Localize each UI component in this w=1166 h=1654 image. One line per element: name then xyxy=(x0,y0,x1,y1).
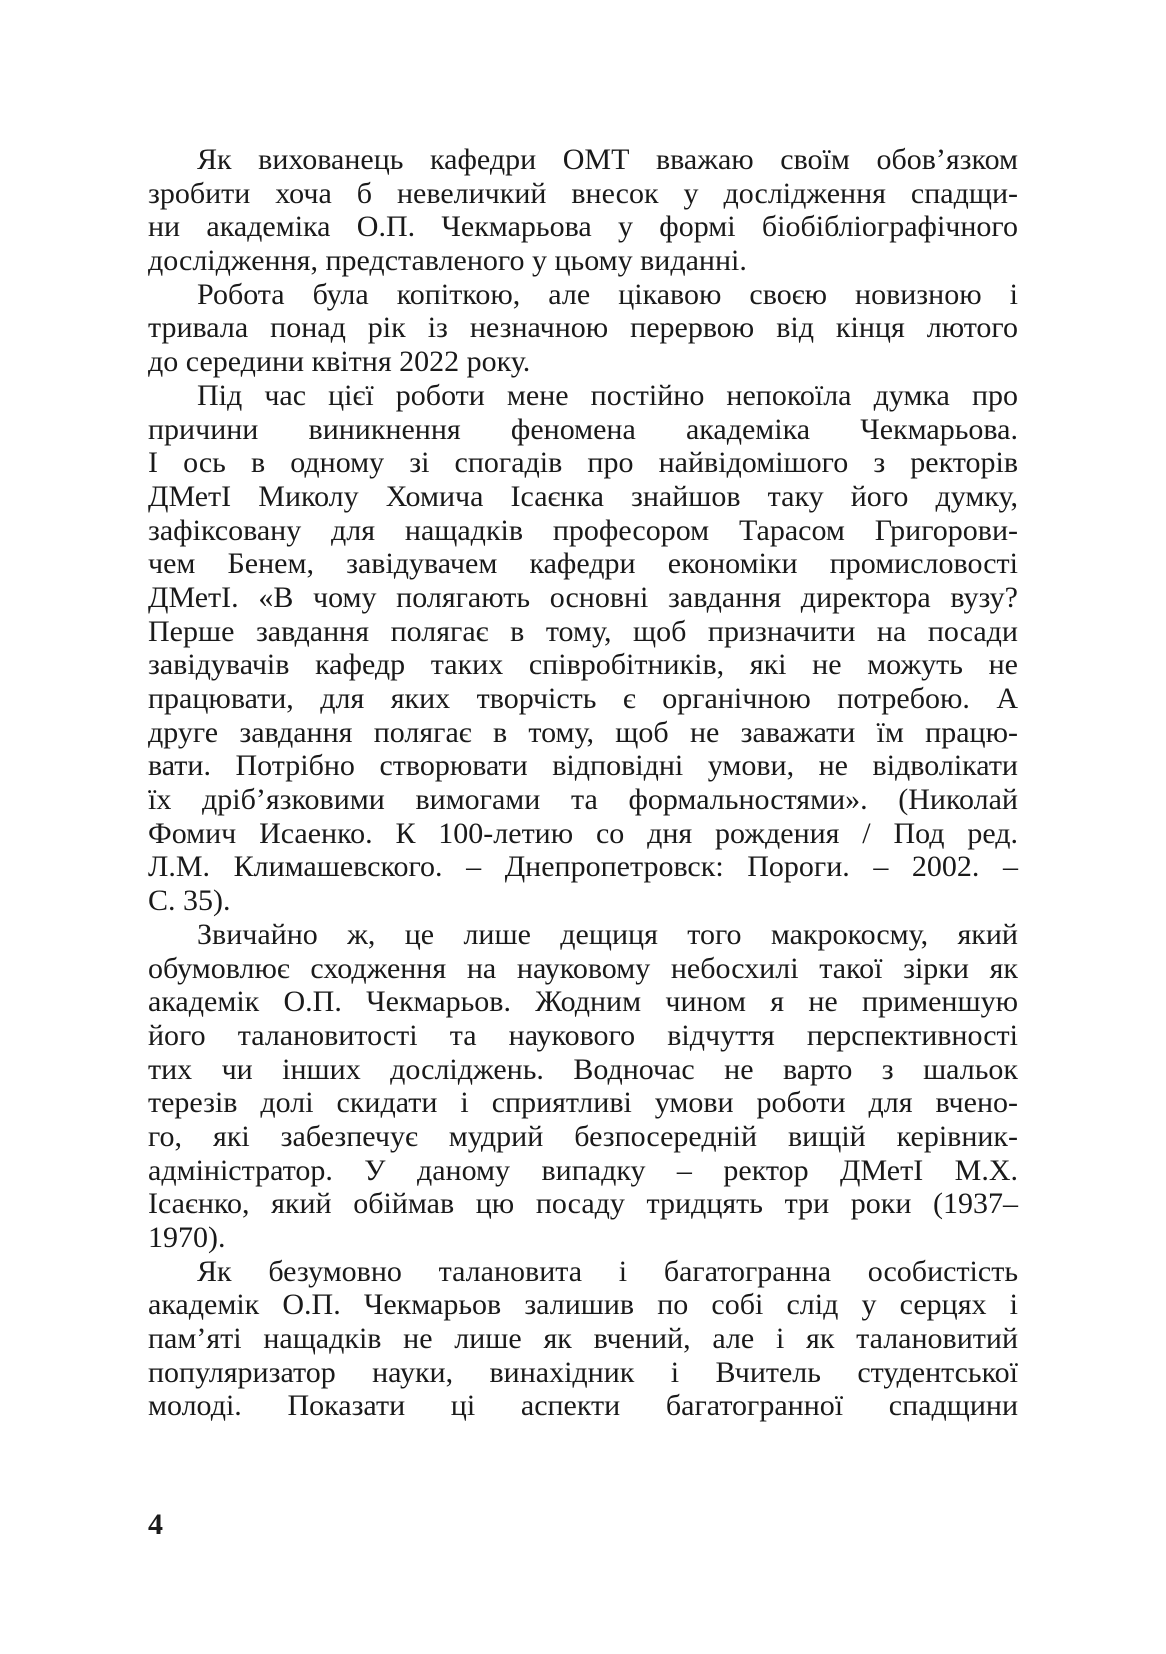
text-line: С. 35). xyxy=(148,884,231,918)
text-line: зафіксовану для нащадків професором Тарасом Григорови- xyxy=(148,513,1018,547)
text-line: його талановитості та наукового відчуття перспективності xyxy=(148,1018,1018,1052)
text-line: Робота була копіткою, але цікавою своєю новизною і xyxy=(197,277,1018,311)
paragraph xyxy=(148,278,1018,379)
text-line: обумовлює сходження на науковому небосхилі такої зірки як xyxy=(148,951,1018,985)
paragraph xyxy=(148,918,1018,1255)
text-line: дослідження, представленого у цьому виданні. xyxy=(148,244,747,278)
text-line: чем Бенем, завідувачем кафедри економіки промисловості xyxy=(148,547,1018,581)
text-line: го, які забезпечує мудрий безпосередній вищій керівник- xyxy=(148,1119,1018,1153)
text-line: тривала понад рік із незначною перервою від кінця лютого xyxy=(148,311,1018,345)
text-line: їх дріб’язковими вимогами та формальностями». (Николай xyxy=(148,783,1018,817)
text-line: молоді. Показати ці аспекти багатогранної спадщини xyxy=(148,1389,1018,1423)
text-line: Л.М. Климашевского. – Днепропетровск: Пороги. – 2002. – xyxy=(148,850,1018,884)
text-line: академік О.П. Чекмарьов. Жодним чином я не применшую xyxy=(148,985,1018,1019)
text-line: завідувачів кафедр таких співробітників, які не можуть не xyxy=(148,648,1018,682)
text-line: тих чи інших досліджень. Водночас не варто з шальок xyxy=(148,1052,1018,1086)
text-line: Як безумовно талановита і багатогранна особистість xyxy=(197,1254,1018,1288)
text-line: академік О.П. Чекмарьов залишив по собі слід у серцях і xyxy=(148,1288,1018,1322)
text-line: працювати, для яких творчість є органічною потребою. А xyxy=(148,682,1018,715)
text-line: Перше завдання полягає в тому, щоб призначити на посади xyxy=(148,614,1018,648)
text-line: пам’яті нащадків не лише як вчений, але і як талановитий xyxy=(148,1322,1018,1356)
text-line: адміністратор. У даному випадку – ректор ДМетІ М.Х. xyxy=(148,1153,1018,1187)
text-line: І ось в одному зі спогадів про найвідомішого з ректорів xyxy=(148,446,1018,480)
text-line: Фомич Исаенко. К 100-летию со дня рождения / Под ред. xyxy=(148,816,1018,850)
text-line: 1970). xyxy=(148,1221,226,1254)
paragraph xyxy=(148,143,1018,278)
text-line: Звичайно ж, це лише дещиця того макрокосму, який xyxy=(197,917,1018,951)
text-line: до середини квітня 2022 року. xyxy=(148,345,531,379)
text-line: Під час цієї роботи мене постійно непокоїла думка про xyxy=(197,378,1018,412)
paragraph xyxy=(148,1255,1018,1423)
text-line: популяризатор науки, винахідник і Вчитель студентської xyxy=(148,1355,1018,1389)
text-line: ДМетІ. «В чому полягають основні завдання директора вузу? xyxy=(148,580,1018,614)
text-line: ни академіка О.П. Чекмарьова у формі біобібліографічного xyxy=(148,210,1018,244)
text-line: причини виникнення феномена академіка Чекмарьова. xyxy=(148,412,1018,446)
text-line: Як вихованець кафедри ОМТ вважаю своїм обов’язком xyxy=(197,143,1018,176)
page-number: 4 xyxy=(148,1508,163,1541)
paragraph xyxy=(148,379,1018,918)
text-line: друге завдання полягає в тому, щоб не заважати їм працю- xyxy=(148,715,1018,749)
text-line: ДМетІ Миколу Хомича Ісаєнка знайшов таку його думку, xyxy=(148,479,1018,513)
text-line: вати. Потрібно створювати відповідні умови, не відволікати xyxy=(148,749,1018,783)
page-body xyxy=(148,143,1018,1423)
text-line: терезів долі скидати і сприятливі умови роботи для вчено- xyxy=(148,1086,1018,1120)
text-line: Ісаєнко, який обіймав цю посаду тридцять три роки (1937– xyxy=(148,1187,1018,1221)
text-line: зробити хоча б невеличкий внесок у дослідження спадщи- xyxy=(148,176,1018,210)
